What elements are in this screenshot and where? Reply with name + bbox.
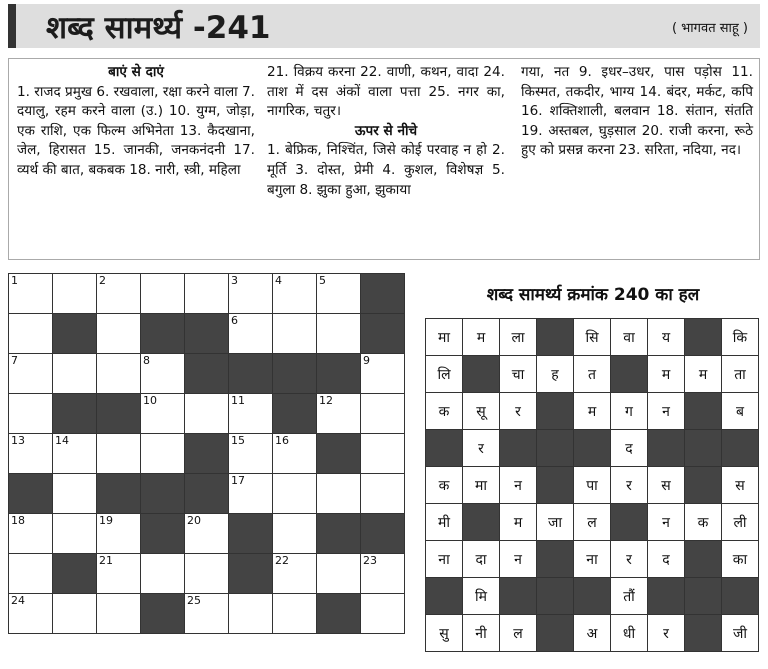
grid-cell[interactable]	[9, 434, 53, 474]
grid-row	[9, 474, 405, 514]
clue-number: 10	[143, 394, 157, 407]
solution-black-square	[648, 430, 685, 467]
black-square	[53, 314, 97, 354]
grid-row	[9, 594, 405, 634]
solution-cell: स	[648, 467, 685, 504]
solution-cell: ल	[500, 615, 537, 652]
clue-number: 9	[363, 354, 370, 367]
grid-cell[interactable]	[141, 394, 185, 434]
solution-cell: सि	[574, 319, 611, 356]
solution-black-square	[537, 578, 574, 615]
across-clues-text: 1. राजद प्रमुख 6. रखवाला, रक्षा करने वाला 7. दयालु, रहम करने वाला (उ.) 10. युग्म, जोड़ा, एक राशि, एक फिल्म अभिनेता 13. कैदखाना, जेल, हिरासत 15. जानकी, जनकनंदनी 17. व्यर्थ की बात, बकबक 18. नारी, स्त्री, महिला	[17, 83, 255, 178]
solution-cell: स	[722, 467, 759, 504]
solution-cell: चा	[500, 356, 537, 393]
solution-black-square	[537, 319, 574, 356]
clue-number: 19	[99, 514, 113, 527]
grid-cell[interactable]	[273, 274, 317, 314]
grid-cell[interactable]	[97, 354, 141, 394]
grid-cell[interactable]	[185, 274, 229, 314]
solution-cell: नी	[463, 615, 500, 652]
solution-black-square	[648, 578, 685, 615]
solution-cell: म	[648, 356, 685, 393]
black-square	[141, 594, 185, 634]
solution-cell: क	[426, 467, 463, 504]
solution-cell: अ	[574, 615, 611, 652]
grid-cell[interactable]	[97, 554, 141, 594]
black-square	[97, 474, 141, 514]
solution-black-square	[537, 467, 574, 504]
grid-cell[interactable]	[97, 314, 141, 354]
solution-black-square	[463, 504, 500, 541]
solution-cell: सू	[463, 393, 500, 430]
clue-number: 18	[11, 514, 25, 527]
solution-cell: ह	[537, 356, 574, 393]
solution-cell: द	[648, 541, 685, 578]
grid-cell[interactable]	[53, 594, 97, 634]
solution-row	[426, 615, 759, 652]
solution-cell: र	[500, 393, 537, 430]
solution-cell: ली	[722, 504, 759, 541]
grid-cell[interactable]	[53, 514, 97, 554]
solution-cell: क	[685, 504, 722, 541]
grid-cell[interactable]	[317, 554, 361, 594]
clue-number: 8	[143, 354, 150, 367]
black-square	[273, 394, 317, 434]
grid-cell[interactable]	[97, 594, 141, 634]
grid-cell[interactable]	[141, 434, 185, 474]
grid-cell[interactable]	[53, 354, 97, 394]
grid-row	[9, 354, 405, 394]
solution-cell: धी	[611, 615, 648, 652]
clue-number: 14	[55, 434, 69, 447]
solution-black-square	[500, 430, 537, 467]
crossword-grid	[8, 273, 405, 634]
puzzle-title: शब्द सामर्थ्य -241	[46, 10, 271, 46]
solution-cell: न	[648, 504, 685, 541]
solution-black-square	[685, 430, 722, 467]
solution-black-square	[685, 615, 722, 652]
grid-cell[interactable]	[273, 594, 317, 634]
solution-row	[426, 541, 759, 578]
grid-cell[interactable]	[229, 474, 273, 514]
header-bar	[8, 4, 760, 48]
solution-black-square	[426, 578, 463, 615]
solution-black-square	[537, 430, 574, 467]
black-square	[53, 554, 97, 594]
grid-cell[interactable]	[229, 274, 273, 314]
solution-cell: न	[500, 467, 537, 504]
solution-row	[426, 356, 759, 393]
solution-black-square	[722, 430, 759, 467]
solution-cell: र	[611, 541, 648, 578]
solution-cell: कि	[722, 319, 759, 356]
solution-black-square	[722, 578, 759, 615]
solution-black-square	[537, 541, 574, 578]
solution-cell: दा	[463, 541, 500, 578]
solution-cell: मी	[426, 504, 463, 541]
solution-cell: ल	[574, 504, 611, 541]
clue-number: 25	[187, 594, 201, 607]
solution-cell: ना	[574, 541, 611, 578]
clue-number: 23	[363, 554, 377, 567]
solution-black-square	[426, 430, 463, 467]
solution-black-square	[463, 356, 500, 393]
solution-black-square	[500, 578, 537, 615]
solution-black-square	[611, 356, 648, 393]
black-square	[185, 354, 229, 394]
black-square	[361, 274, 405, 314]
grid-cell[interactable]	[361, 594, 405, 634]
solution-cell: तौं	[611, 578, 648, 615]
black-square	[229, 354, 273, 394]
black-square	[229, 554, 273, 594]
black-square	[361, 514, 405, 554]
grid-cell[interactable]	[317, 274, 361, 314]
solution-black-square	[574, 578, 611, 615]
grid-row	[9, 434, 405, 474]
grid-cell[interactable]	[185, 394, 229, 434]
clue-number: 20	[187, 514, 201, 527]
down-clues-continued: गया, नत 9. इधर–उधर, पास पड़ोस 11. किस्मत, तकदीर, भाग्य 14. बंदर, मर्कट, कपि 16. शक्तिशाली, बलवान 18. संतान, संतति 19. अस्तबल, घुड़साल 20. राजी करना, रूठे हुए को प्रसन्न करना 23. सरिता, नदिया, नद।	[521, 64, 753, 159]
solution-cell: ता	[722, 356, 759, 393]
solution-cell: र	[648, 615, 685, 652]
grid-cell[interactable]	[361, 554, 405, 594]
solution-cell: ग	[611, 393, 648, 430]
solution-row	[426, 430, 759, 467]
solution-black-square	[611, 504, 648, 541]
solution-black-square	[685, 541, 722, 578]
black-square	[9, 474, 53, 514]
solution-grid	[425, 318, 759, 652]
solution-cell: न	[500, 541, 537, 578]
clue-number: 1	[11, 274, 18, 287]
solution-cell: लि	[426, 356, 463, 393]
grid-cell[interactable]	[317, 474, 361, 514]
grid-cell[interactable]	[185, 554, 229, 594]
clue-number: 22	[275, 554, 289, 567]
solution-cell: र	[463, 430, 500, 467]
solution-black-square	[537, 615, 574, 652]
black-square	[141, 314, 185, 354]
grid-cell[interactable]	[141, 274, 185, 314]
clue-number: 4	[275, 274, 282, 287]
grid-cell[interactable]	[53, 274, 97, 314]
solution-row	[426, 467, 759, 504]
black-square	[185, 474, 229, 514]
grid-cell[interactable]	[9, 354, 53, 394]
down-heading: ऊपर से नीचे	[354, 122, 418, 139]
solution-cell: म	[574, 393, 611, 430]
clues-column-1	[17, 63, 255, 181]
solution-row	[426, 319, 759, 356]
clue-number: 16	[275, 434, 289, 447]
solution-cell: य	[648, 319, 685, 356]
clue-number: 17	[231, 474, 245, 487]
clues-column-2	[267, 63, 505, 200]
clue-number: 2	[99, 274, 106, 287]
black-square	[53, 394, 97, 434]
grid-cell[interactable]	[97, 514, 141, 554]
clues-panel	[8, 58, 760, 260]
solution-cell: म	[463, 319, 500, 356]
clue-number: 6	[231, 314, 238, 327]
grid-cell[interactable]	[9, 594, 53, 634]
solution-cell: पा	[574, 467, 611, 504]
solution-cell: ना	[426, 541, 463, 578]
solution-black-square	[685, 393, 722, 430]
black-square	[317, 514, 361, 554]
grid-row	[9, 314, 405, 354]
grid-cell[interactable]	[53, 474, 97, 514]
clues-column-3	[521, 63, 753, 161]
solution-cell: म	[685, 356, 722, 393]
solution-cell: र	[611, 467, 648, 504]
grid-cell[interactable]	[273, 434, 317, 474]
grid-row	[9, 274, 405, 314]
grid-cell[interactable]	[97, 434, 141, 474]
black-square	[361, 314, 405, 354]
grid-row	[9, 514, 405, 554]
grid-cell[interactable]	[141, 354, 185, 394]
grid-cell[interactable]	[273, 314, 317, 354]
author-byline: ( भागवत साहू )	[671, 21, 748, 36]
grid-cell[interactable]	[9, 514, 53, 554]
solution-black-square	[574, 430, 611, 467]
solution-black-square	[537, 393, 574, 430]
solution-cell: त	[574, 356, 611, 393]
solution-row	[426, 393, 759, 430]
black-square	[185, 314, 229, 354]
grid-cell[interactable]	[97, 274, 141, 314]
solution-cell: ला	[500, 319, 537, 356]
grid-cell[interactable]	[185, 594, 229, 634]
grid-row	[9, 394, 405, 434]
grid-cell[interactable]	[317, 394, 361, 434]
clue-number: 12	[319, 394, 333, 407]
black-square	[141, 514, 185, 554]
solution-cell: न	[648, 393, 685, 430]
clue-number: 15	[231, 434, 245, 447]
grid-cell[interactable]	[361, 394, 405, 434]
grid-cell[interactable]	[273, 474, 317, 514]
black-square	[273, 354, 317, 394]
solution-black-square	[685, 319, 722, 356]
grid-cell[interactable]	[361, 354, 405, 394]
black-square	[317, 354, 361, 394]
grid-cell[interactable]	[53, 434, 97, 474]
solution-cell: मि	[463, 578, 500, 615]
clue-number: 5	[319, 274, 326, 287]
solution-cell: क	[426, 393, 463, 430]
grid-cell[interactable]	[317, 314, 361, 354]
clue-number: 3	[231, 274, 238, 287]
grid-cell[interactable]	[141, 554, 185, 594]
solution-row	[426, 504, 759, 541]
clue-number: 7	[11, 354, 18, 367]
black-square	[185, 434, 229, 474]
clue-number: 24	[11, 594, 25, 607]
black-square	[97, 394, 141, 434]
down-clues-text: 1. बेफ्रिक, निश्चिंत, जिसे कोई परवाह न हो 2. मूर्ति 3. दोस्त, प्रेमी 4. कुशल, विशेषज्ञ 5. बगुला 8. झुका हुआ, झुकाया	[267, 142, 505, 198]
solution-cell: वा	[611, 319, 648, 356]
across-clues-continued: 21. विक्रय करना 22. वाणी, कथन, वादा 24. ताश में दस अंकों वाला पत्ता 25. नगर का, नागरिक, चतुर।	[267, 64, 505, 120]
solution-cell: सु	[426, 615, 463, 652]
grid-cell[interactable]	[9, 394, 53, 434]
grid-cell[interactable]	[9, 314, 53, 354]
black-square	[229, 514, 273, 554]
grid-cell[interactable]	[229, 314, 273, 354]
grid-cell[interactable]	[361, 474, 405, 514]
solution-cell: म	[500, 504, 537, 541]
grid-row	[9, 554, 405, 594]
grid-cell[interactable]	[273, 554, 317, 594]
solution-cell: मा	[463, 467, 500, 504]
grid-cell[interactable]	[361, 434, 405, 474]
solution-cell: जा	[537, 504, 574, 541]
clue-number: 21	[99, 554, 113, 567]
solution-row	[426, 578, 759, 615]
clue-number: 11	[231, 394, 245, 407]
black-square	[317, 434, 361, 474]
grid-cell[interactable]	[9, 274, 53, 314]
grid-cell[interactable]	[185, 514, 229, 554]
grid-cell[interactable]	[229, 594, 273, 634]
grid-cell[interactable]	[229, 394, 273, 434]
black-square	[141, 474, 185, 514]
solution-cell: मा	[426, 319, 463, 356]
across-heading: बाएं से दाएं	[108, 64, 164, 80]
solution-cell: ब	[722, 393, 759, 430]
solution-cell: का	[722, 541, 759, 578]
solution-cell: द	[611, 430, 648, 467]
black-square	[317, 594, 361, 634]
solution-title: शब्द सामर्थ्य क्रमांक 240 का हल	[486, 285, 700, 305]
grid-cell[interactable]	[229, 434, 273, 474]
clue-number: 13	[11, 434, 25, 447]
solution-black-square	[685, 578, 722, 615]
solution-black-square	[685, 467, 722, 504]
grid-cell[interactable]	[9, 554, 53, 594]
grid-cell[interactable]	[273, 514, 317, 554]
solution-cell: जी	[722, 615, 759, 652]
